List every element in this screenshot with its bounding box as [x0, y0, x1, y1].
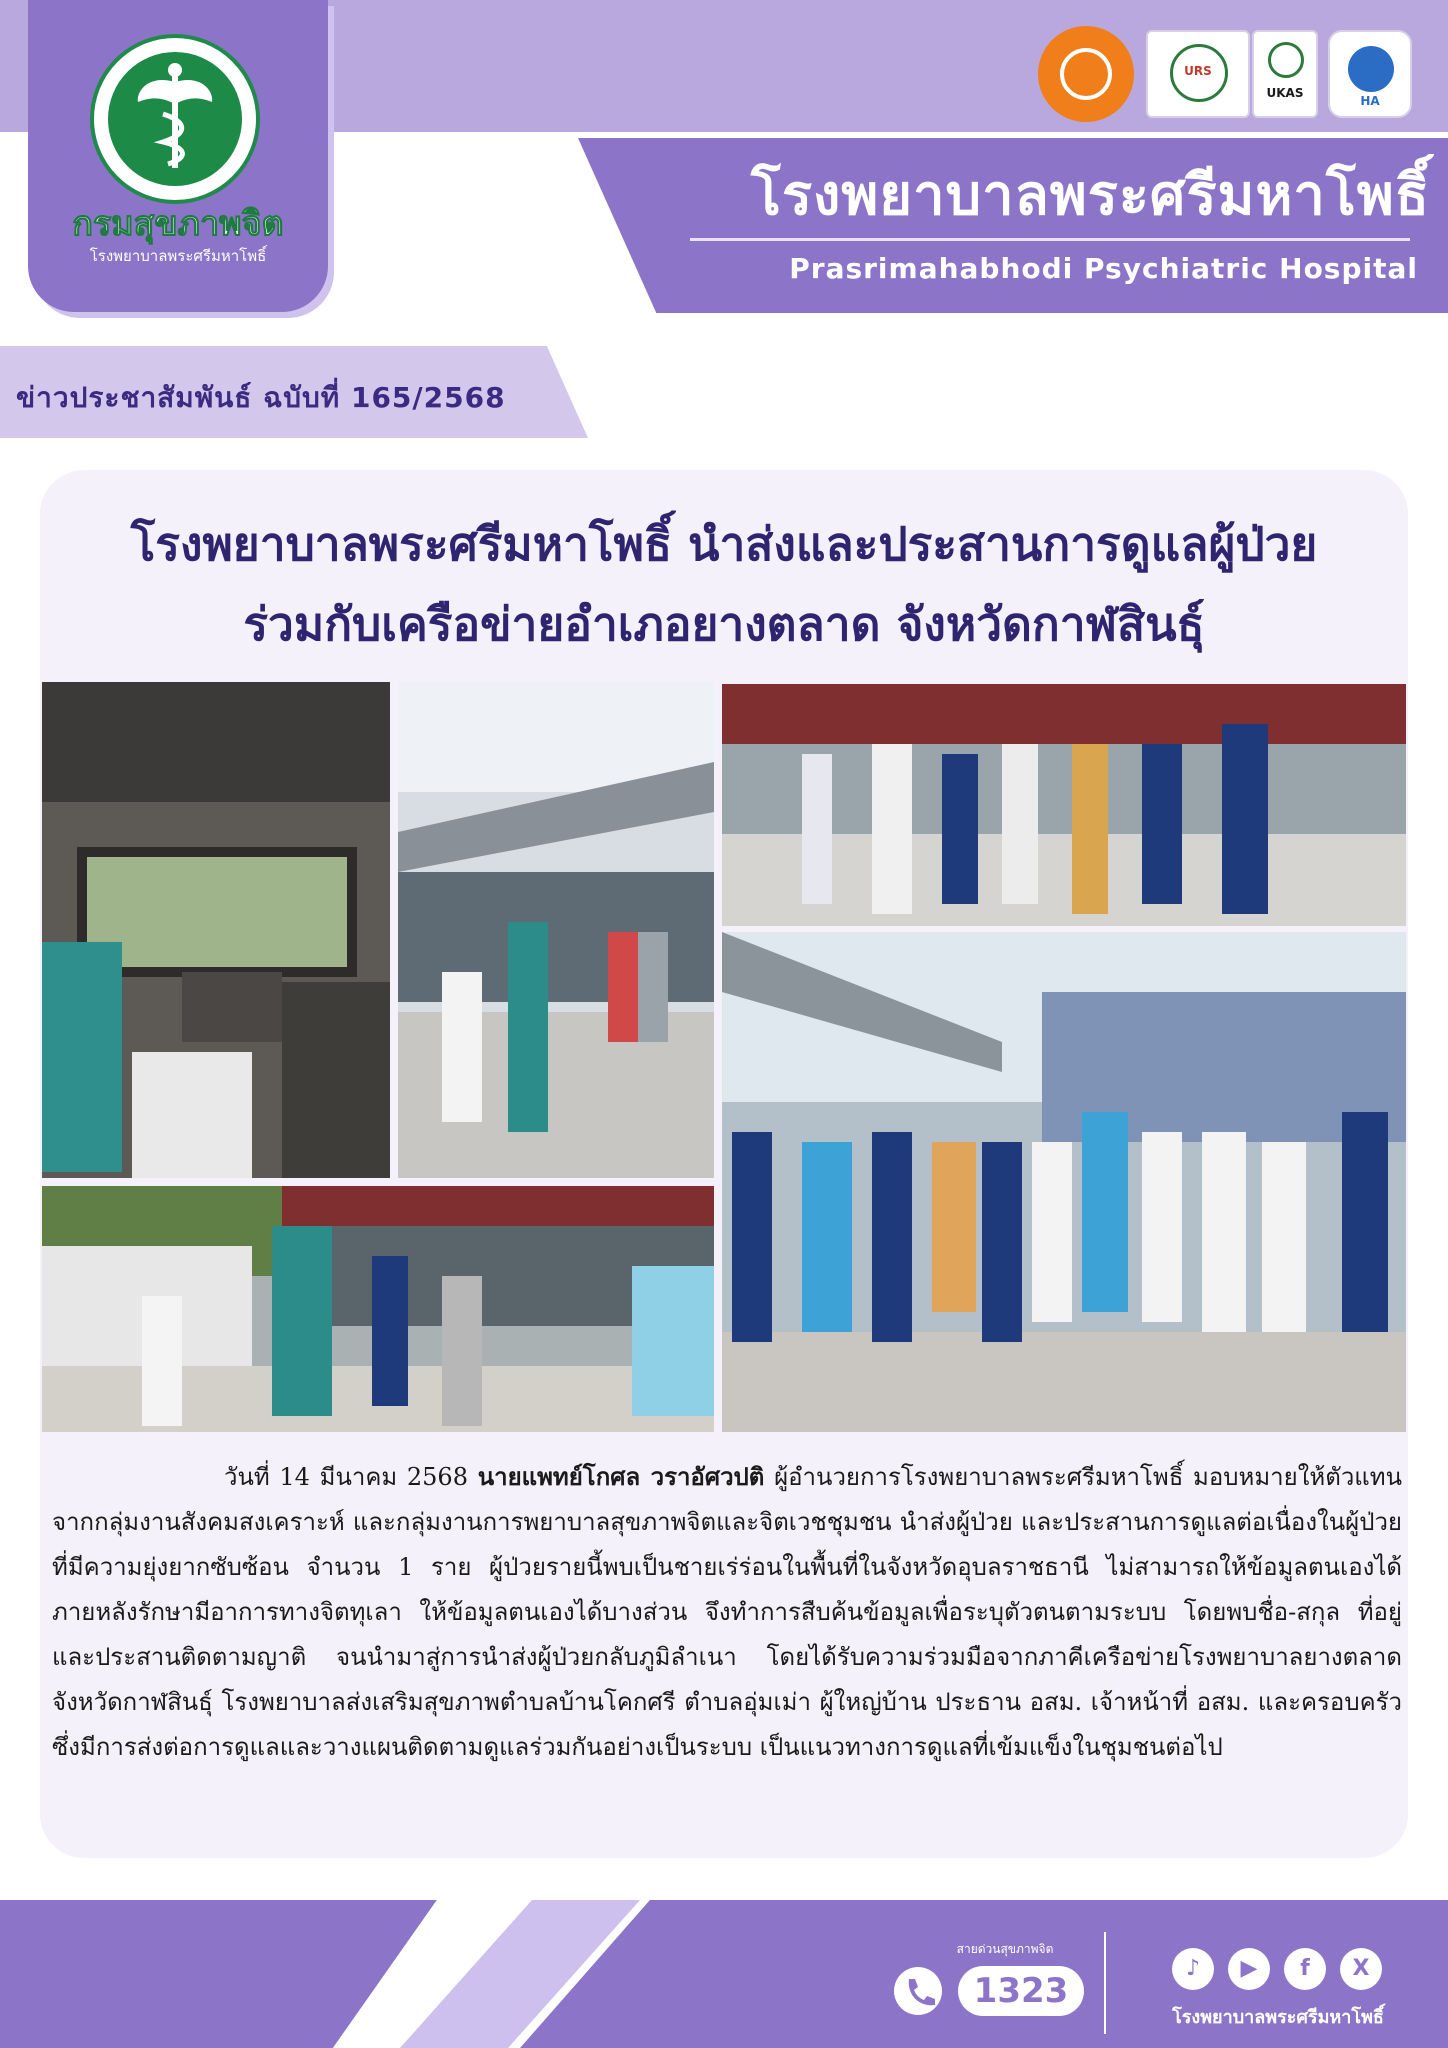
hotline-number[interactable]: 1323 — [958, 1966, 1084, 2016]
ministry-seal-inner — [108, 52, 242, 186]
title-divider — [690, 238, 1410, 241]
ukas-badge-icon — [1252, 30, 1318, 118]
article-text: ผู้อำนวยการโรงพยาบาลพระศรีมหาโพธิ์ มอบหมายให้ตัวแทนจากกลุ่มงานสังคมสงเคราะห์ และกลุ่มงานการพยาบาลสุขภาพจิตและจิตเวชชุมชน นำส่งผู้ป่วย และประสานการดูแลต่อเนื่องในผู้ป่วยที่มีความยุ่งยากซับซ้อน จำนวน 1 ราย ผู้ป่วยรายนี้พบเป็นชายเร่ร่อนในพื้นที่ในจังหวัดอุบลราชธานี ไม่สามารถให้ข้อมูลตนเองได้ ภายหลังรักษามีอาการทางจิตทุเลา ให้ข้อมูลตนเองได้บางส่วน จึงทำการสืบค้นข้อมูลเพื่อระบุตัวตนตามระบบ โดยพบชื่อ-สกุล ที่อยู่ และประสานติดตามญาติ จนนำมาสู่การนำส่งผู้ป่วยกลับภูมิลำเนา โดยได้รับความร่วมมือจากภาคีเครือข่ายโรงพยาบาลยางตลาด จังหวัดกาฬสินธุ์ โรงพยาบาลส่งเสริมสุขภาพตำบลบ้านโคกศรี ตำบลอุ่มเม่า ผู้ใหญ่บ้าน ประธาน อสม. เจ้าหน้าที่ อสม. และครอบครัว ซึ่งมีการส่งต่อการดูแลและวางแผนติดตามดูแลร่วมกันอย่างเป็นระบบ เป็นแนวทางการดูแลที่เข้มแข็งในชุมชนต่อไป — [52, 1463, 1402, 1761]
photo-walking-to-house — [398, 682, 714, 1178]
department-subtitle: โรงพยาบาลพระศรีมหาโพธิ์ — [89, 247, 267, 265]
tiktok-icon[interactable]: ♪ — [1172, 1948, 1214, 1990]
urs-badge-text: URS — [1184, 64, 1212, 78]
hotline-label: สายด่วนสุขภาพจิต — [956, 1942, 1054, 1956]
photo-arrival-yard — [42, 1186, 714, 1432]
hospital-name-english: Prasrimahabhodi Psychiatric Hospital — [789, 252, 1418, 285]
director-name: นายแพทย์โกศล วราอัศวปติ — [477, 1462, 765, 1491]
hospital-accreditation-badge-icon — [1328, 30, 1412, 118]
x-icon[interactable]: X — [1340, 1948, 1382, 1990]
headline-line-1: โรงพยาบาลพระศรีมหาโพธิ์ นำส่งและประสานการดูแลผู้ป่วย — [130, 517, 1318, 571]
dharma-wheel-inner — [1060, 48, 1112, 100]
hospital-name-thai: โรงพยาบาลพระศรีมหาโพธิ์ — [750, 163, 1430, 228]
photo-group-portrait — [722, 932, 1406, 1432]
ukas-badge-text: UKAS — [1266, 86, 1304, 100]
phone-icon — [894, 1967, 942, 2015]
department-name: กรมสุขภาพจิต — [72, 204, 284, 244]
headline-line-2: ร่วมกับเครือข่ายอำเภอยางตลาด จังหวัดกาฬสินธุ์ — [243, 597, 1205, 651]
photo-van-interior — [42, 682, 390, 1178]
urs-certification-badge-icon — [1146, 30, 1250, 118]
caduceus-icon — [108, 52, 242, 186]
article-body — [52, 1454, 1402, 1770]
facebook-icon[interactable]: f — [1284, 1948, 1326, 1990]
footer-divider — [1104, 1932, 1106, 2034]
youtube-icon[interactable]: ▶ — [1228, 1948, 1270, 1990]
footer-org-name: โรงพยาบาลพระศรีมหาโพธิ์ — [1172, 2007, 1384, 2028]
article-date: วันที่ 14 มีนาคม 2568 — [224, 1463, 468, 1491]
photo-group-meeting — [722, 684, 1406, 926]
news-issue-number: ข่าวประชาสัมพันธ์ ฉบับที่ 165/2568 — [16, 381, 506, 414]
ha-badge-text: HA — [1360, 94, 1380, 108]
